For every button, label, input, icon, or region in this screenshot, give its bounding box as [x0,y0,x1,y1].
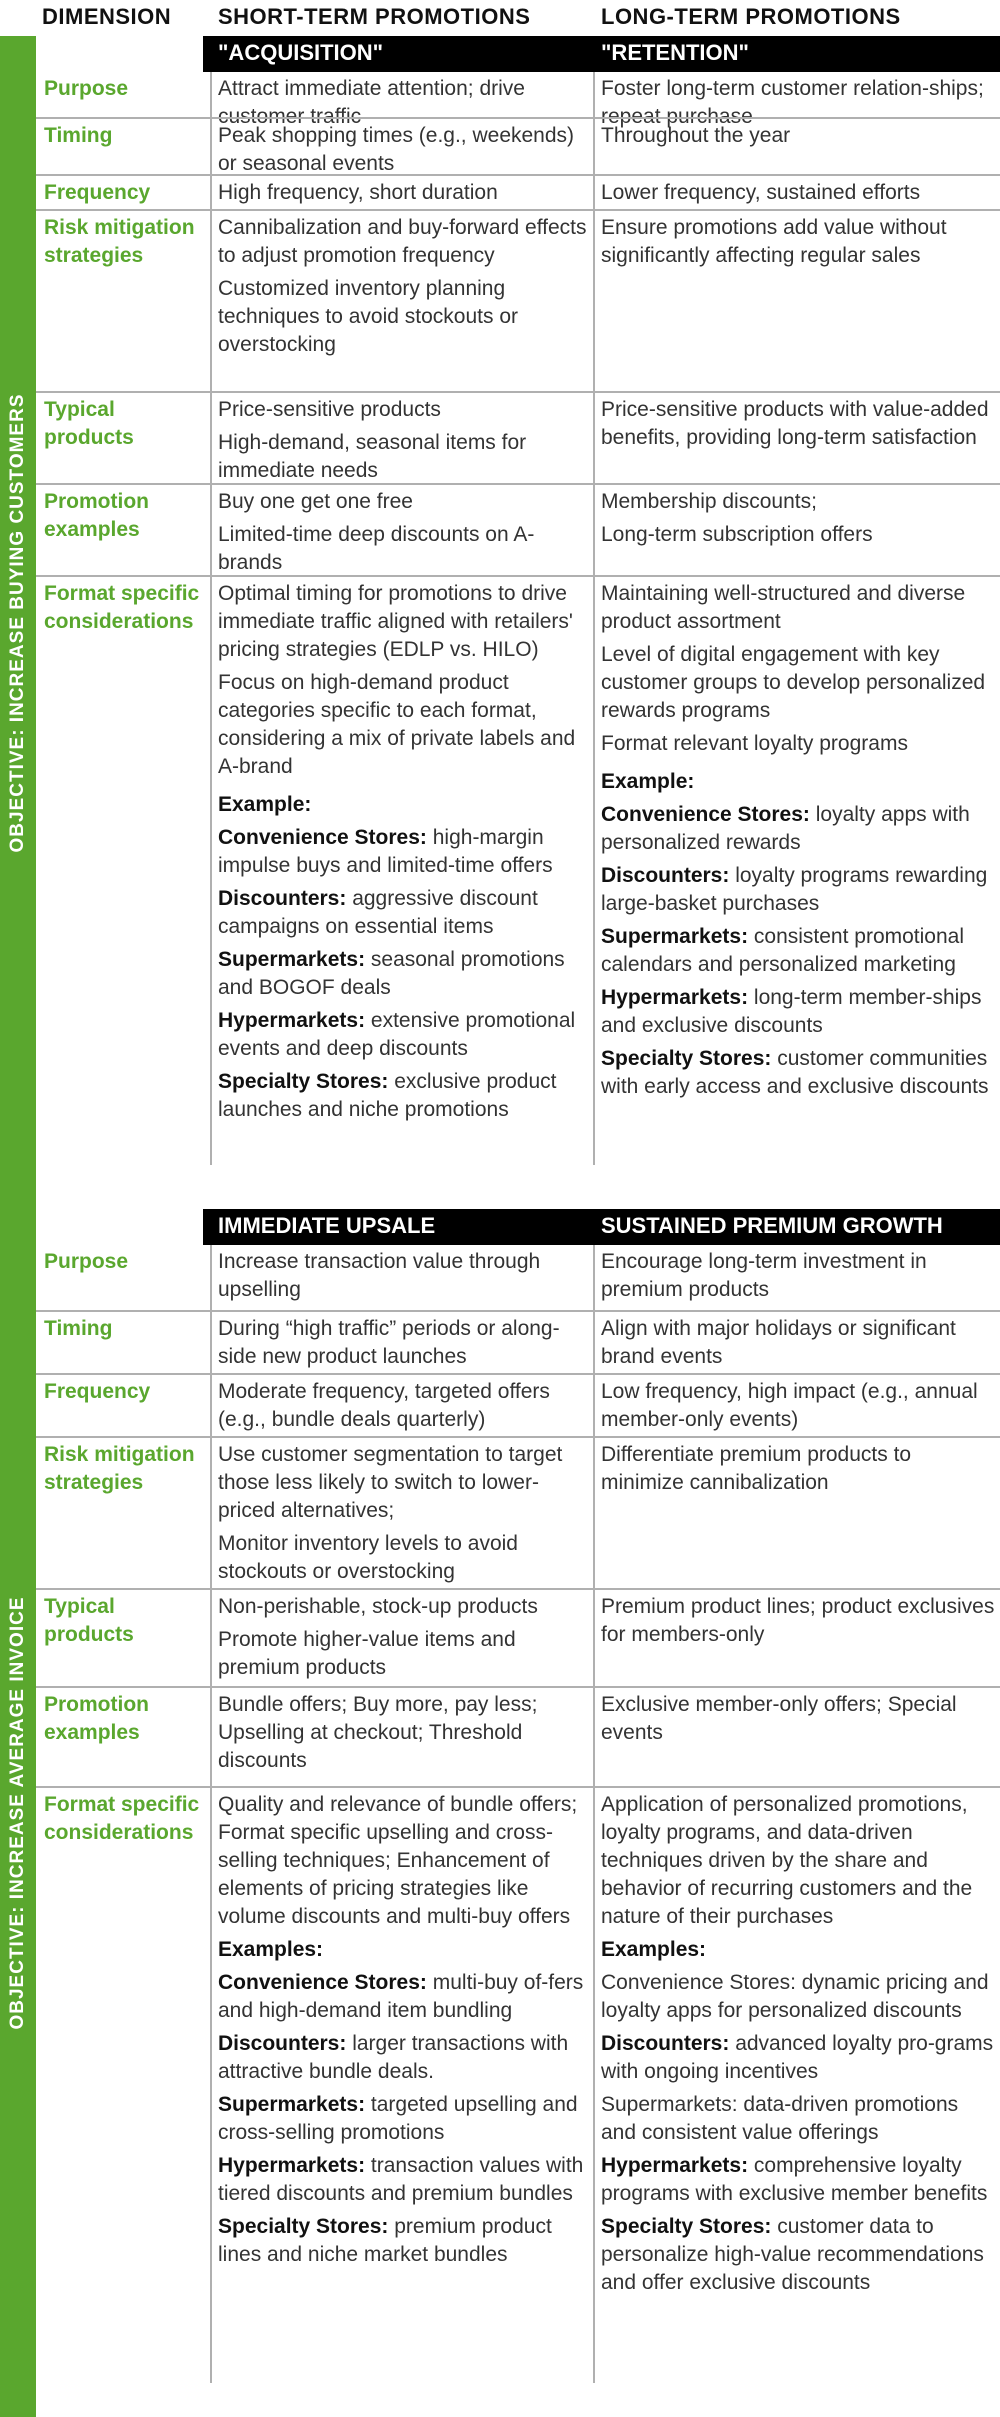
dimension-label: Risk mitigation strategies [44,216,195,267]
cell-paragraph [601,862,996,918]
column-divider [210,211,212,391]
table-row-typical-products [36,1588,1000,1686]
cell-paragraph [218,946,593,1002]
store-format-label: Examples: [218,1938,324,1961]
column-divider [210,577,212,1165]
column-divider [210,176,212,209]
cell-text: Application of personalized promotions, loyalty programs, and data-driven techniques driven by the share and behavior of recurring customers and the nature of their purchases [601,1793,973,1928]
cell-text: consistent promotional calendars and personalized marketing [601,925,965,976]
section-increase-buying-customers [0,36,1000,1209]
store-format-label: Specialty Stores: [601,2215,772,2238]
cell-paragraph [601,801,996,857]
cell-paragraph [218,824,593,880]
column-divider [210,119,212,174]
column-divider [593,1438,595,1588]
cell-paragraph [601,641,996,725]
cell-paragraph [601,488,996,516]
cell-paragraph [601,122,996,150]
cell-text: Throughout the year [601,124,791,147]
header-dimension: DIMENSION [42,4,172,29]
cell-paragraph [218,669,593,781]
cell-paragraph [601,1691,996,1747]
header-short-term: SHORT-TERM PROMOTIONS [218,4,531,29]
column-divider [593,393,595,483]
column-divider [210,1788,212,2383]
cell-paragraph [601,984,996,1040]
cell-text: Optimal timing for promotions to drive immediate traffic aligned with retailers' pricing strategies (EDLP vs. HILO) [218,582,573,661]
cell-text: Quality and relevance of bundle offers; Format specific upselling and cross-selling techniques; Enhancement of elements of pricing strategies like volume discounts and multi-buy offers [218,1793,578,1928]
cell-paragraph [218,1969,593,2025]
cell-text: Customized inventory planning techniques to avoid stockouts or overstocking [218,277,519,356]
cell-paragraph [601,1969,996,2025]
cell-text: Foster long-term customer relation-ships; repeat purchase [601,77,984,128]
column-divider [593,1312,595,1373]
column-divider [210,1590,212,1686]
cell-paragraph [218,1007,593,1063]
long-term-cell [601,577,996,1101]
cell-text: extensive promotional events and deep discounts [218,1009,576,1060]
cell-text: Lower frequency, sustained efforts [601,181,921,204]
long-term-cell [601,1438,996,1497]
column-divider [593,119,595,174]
objective-side-bar [0,1209,36,2417]
dimension-label: Timing [44,1317,113,1340]
table-row-purpose [36,72,1000,128]
dimension-label: Promotion examples [44,490,149,541]
column-divider [593,1590,595,1686]
table-row-risk-mitigation-strategies [36,1436,1000,1588]
cell-text: Convenience Stores: dynamic pricing and loyalty apps for personalized discounts [601,1971,989,2022]
dimension-label: Timing [44,124,113,147]
cell-text: Moderate frequency, targeted offers (e.g., bundle deals quarterly) [218,1380,550,1431]
cell-paragraph [218,1530,593,1586]
long-term-cell [601,1688,996,1747]
table-row-risk-mitigation-strategies [36,209,1000,391]
table-row-typical-products [36,391,1000,483]
cell-paragraph [218,1791,593,1931]
short-term-cell [218,1688,593,1775]
table-row-format-specific-considerations [36,1786,1000,2383]
cell-paragraph [218,488,593,516]
cell-paragraph [218,1593,593,1621]
cell-text: Cannibalization and buy-forward effects to adjust promotion frequency [218,216,587,267]
column-divider [593,1688,595,1786]
cell-text: Peak shopping times (e.g., weekends) or seasonal events [218,124,575,175]
objective-label: OBJECTIVE: INCREASE BUYING CUSTOMERS [7,393,28,852]
table-row-timing [36,1310,1000,1373]
section-rows [36,72,1000,1165]
short-term-cell [218,119,593,178]
cell-text: Non-perishable, stock-up products [218,1595,538,1618]
column-divider [210,1245,212,1310]
cell-text: targeted upselling and cross-selling promotions [218,2093,578,2144]
cell-text: Align with major holidays or significant brand events [601,1317,956,1368]
long-term-cell [601,1245,996,1304]
cell-text: Focus on high-demand product categories specific to each format, considering a mix of private labels and A-brand [218,671,576,778]
cell-paragraph [218,179,593,207]
cell-text: Increase transaction value through upselling [218,1250,541,1301]
dimension-label: Purpose [44,77,129,100]
short-term-cell [218,1245,593,1304]
cell-text: Buy one get one free [218,490,413,513]
column-divider [593,211,595,391]
cell-text: Ensure promotions add value without significantly affecting regular sales [601,216,947,267]
column-divider [210,1438,212,1588]
cell-paragraph [218,2030,593,2086]
dimension-label: Format specific considerations [44,582,200,633]
store-format-label: Hypermarkets: [601,2154,749,2177]
long-term-cell [601,1312,996,1371]
cell-paragraph [218,580,593,664]
dimension-label: Promotion examples [44,1693,149,1744]
cell-paragraph [218,1248,593,1304]
cell-paragraph [601,2091,996,2147]
cell-text: Bundle offers; Buy more, pay less; Upselling at checkout; Threshold discounts [218,1693,538,1772]
column-divider [210,393,212,483]
store-format-label: Convenience Stores: [218,826,427,849]
table-row-promotion-examples [36,1686,1000,1786]
objective-label: OBJECTIVE: INCREASE AVERAGE INVOICE [7,1596,28,2030]
cell-paragraph [218,521,593,577]
cell-paragraph [218,1441,593,1525]
dimension-label: Typical products [44,398,134,449]
cell-text: Use customer segmentation to target those less likely to switch to lower-priced alternatives; [218,1443,563,1522]
cell-paragraph [218,885,593,941]
cell-paragraph [601,1315,996,1371]
short-term-cell [218,1788,593,2269]
cell-paragraph [601,1791,996,1931]
cell-paragraph [218,791,593,819]
cell-paragraph [218,1068,593,1124]
cell-text: Format relevant loyalty programs [601,732,908,755]
short-term-title: IMMEDIATE UPSALE [218,1213,436,1238]
column-divider [593,1788,595,2383]
cell-text: customer data to personalize high-value recommendations and offer exclusive discounts [601,2215,984,2294]
cell-text: Encourage long-term investment in premium products [601,1250,927,1301]
short-term-cell [218,176,593,207]
column-divider [593,577,595,1165]
store-format-label: Hypermarkets: [601,986,749,1009]
cell-text: advanced loyalty pro-grams with ongoing incentives [601,2032,994,2083]
section-increase-average-invoice [0,1209,1000,2417]
cell-text: Premium product lines; product exclusives for members-only [601,1595,995,1646]
cell-paragraph [218,1315,593,1371]
short-term-cell [218,1375,593,1434]
store-format-label: Discounters: [218,887,347,910]
cell-text: customer communities with early access and exclusive discounts [601,1047,989,1098]
column-divider [593,1245,595,1310]
short-term-cell [218,1590,593,1682]
short-term-cell [218,1312,593,1371]
cell-paragraph [601,580,996,636]
dimension-label: Frequency [44,1380,151,1403]
store-format-label: Convenience Stores: [601,803,810,826]
cell-text: Differentiate premium products to minimize cannibalization [601,1443,912,1494]
store-format-label: Hypermarkets: [218,2154,366,2177]
cell-paragraph [218,1936,593,1964]
cell-text: Membership discounts; [601,490,817,513]
cell-text: Level of digital engagement with key customer groups to develop personalized rewards programs [601,643,986,722]
objective-side-bar [0,36,36,1209]
cell-paragraph [218,1691,593,1775]
cell-paragraph [601,768,996,796]
cell-paragraph [218,122,593,178]
cell-text: High frequency, short duration [218,181,498,204]
cell-paragraph [601,2030,996,2086]
short-term-cell [218,1438,593,1586]
cell-text: comprehensive loyalty programs with exclusive member benefits [601,2154,988,2205]
long-term-cell [601,1590,996,1649]
dimension-label: Purpose [44,1250,129,1273]
cell-paragraph [218,275,593,359]
store-format-label: Specialty Stores: [218,1070,389,1093]
cell-text: Supermarkets: data-driven promotions and consistent value offerings [601,2093,959,2144]
long-term-title: SUSTAINED PREMIUM GROWTH [601,1213,943,1238]
dimension-label: Risk mitigation strategies [44,1443,195,1494]
store-format-label: Discounters: [218,2032,347,2055]
table-row-format-specific-considerations [36,575,1000,1165]
long-term-title: "RETENTION" [601,40,749,65]
short-term-cell [218,577,593,1124]
cell-text: loyalty programs rewarding large-basket purchases [601,864,988,915]
section-title-bar [203,36,1000,72]
cell-paragraph [601,1378,996,1434]
store-format-label: Specialty Stores: [601,1047,772,1070]
cell-paragraph [601,923,996,979]
short-term-cell [218,485,593,577]
cell-paragraph [601,1248,996,1304]
cell-text: Exclusive member-only offers; Special events [601,1693,957,1744]
cell-paragraph [218,2213,593,2269]
cell-paragraph [218,1378,593,1434]
column-divider [593,72,595,117]
cell-text: multi-buy of-fers and high-demand item bundling [218,1971,584,2022]
table-row-frequency [36,174,1000,209]
dimension-label: Format specific considerations [44,1793,200,1844]
short-term-cell [218,393,593,485]
cell-paragraph [218,396,593,424]
cell-text: premium product lines and niche market bundles [218,2215,552,2266]
cell-text: During “high traffic” periods or along-side new product launches [218,1317,560,1368]
long-term-cell [601,211,996,270]
cell-text: Attract immediate attention; drive customer traffic [218,77,525,128]
dimension-label: Typical products [44,1595,134,1646]
long-term-cell [601,1375,996,1434]
long-term-cell [601,1788,996,2297]
column-divider [210,485,212,575]
cell-text: Maintaining well-structured and diverse product assortment [601,582,966,633]
cell-text: High-demand, seasonal items for immediate needs [218,431,527,482]
cell-paragraph [601,1045,996,1101]
column-divider [210,1375,212,1436]
cell-paragraph [601,521,996,549]
long-term-cell [601,393,996,452]
column-divider [210,1312,212,1373]
cell-paragraph [218,214,593,270]
store-format-label: Supermarkets: [218,948,366,971]
column-divider [593,485,595,575]
table-row-frequency [36,1373,1000,1436]
cell-paragraph [601,1936,996,1964]
cell-text: loyalty apps with personalized rewards [601,803,970,854]
cell-text: aggressive discount campaigns on essential items [218,887,538,938]
cell-paragraph [601,2213,996,2297]
column-divider [593,176,595,209]
store-format-label: Supermarkets: [601,925,749,948]
cell-paragraph [218,1626,593,1682]
cell-text: Long-term subscription offers [601,523,873,546]
store-format-label: Example: [601,770,695,793]
cell-text: transaction values with tiered discounts and premium bundles [218,2154,584,2205]
long-term-cell [601,485,996,549]
store-format-label: Examples: [601,1938,707,1961]
column-divider [210,72,212,117]
cell-text: high-margin impulse buys and limited-time offers [218,826,553,877]
store-format-label: Discounters: [601,2032,730,2055]
store-format-label: Hypermarkets: [218,1009,366,1032]
cell-text: Limited-time deep discounts on A-brands [218,523,535,574]
long-term-cell [601,176,996,207]
store-format-label: Example: [218,793,312,816]
cell-paragraph [601,179,996,207]
cell-paragraph [601,1593,996,1649]
cell-text: exclusive product launches and niche promotions [218,1070,557,1121]
cell-paragraph [601,730,996,758]
header-long-term: LONG-TERM PROMOTIONS [601,4,901,29]
cell-text: long-term member-ships and exclusive discounts [601,986,982,1037]
dimension-label: Frequency [44,181,151,204]
cell-text: Monitor inventory levels to avoid stockouts or overstocking [218,1532,518,1583]
store-format-label: Convenience Stores: [218,1971,427,1994]
cell-text: Low frequency, high impact (e.g., annual member-only events) [601,1380,978,1431]
section-rows [36,1245,1000,2383]
cell-text: Promote higher-value items and premium products [218,1628,516,1679]
store-format-label: Supermarkets: [218,2093,366,2116]
column-divider [210,1688,212,1786]
cell-paragraph [218,2091,593,2147]
short-term-title: "ACQUISITION" [218,40,384,65]
cell-paragraph [601,214,996,270]
column-divider [593,1375,595,1436]
cell-text: seasonal promotions and BOGOF deals [218,948,565,999]
cell-text: Price-sensitive products [218,398,441,421]
table-row-promotion-examples [36,483,1000,575]
cell-paragraph [601,2152,996,2208]
store-format-label: Specialty Stores: [218,2215,389,2238]
cell-paragraph [601,396,996,452]
store-format-label: Discounters: [601,864,730,887]
section-title-bar [203,1209,1000,1245]
short-term-cell [218,211,593,359]
cell-text: larger transactions with attractive bundle deals. [218,2032,569,2083]
table-row-timing [36,117,1000,174]
cell-paragraph [218,2152,593,2208]
cell-text: Price-sensitive products with value-added benefits, providing long-term satisfaction [601,398,989,449]
table-row-purpose [36,1245,1000,1310]
long-term-cell [601,119,996,150]
table-header-row [0,0,1000,36]
cell-paragraph [601,1441,996,1497]
cell-paragraph [218,429,593,485]
